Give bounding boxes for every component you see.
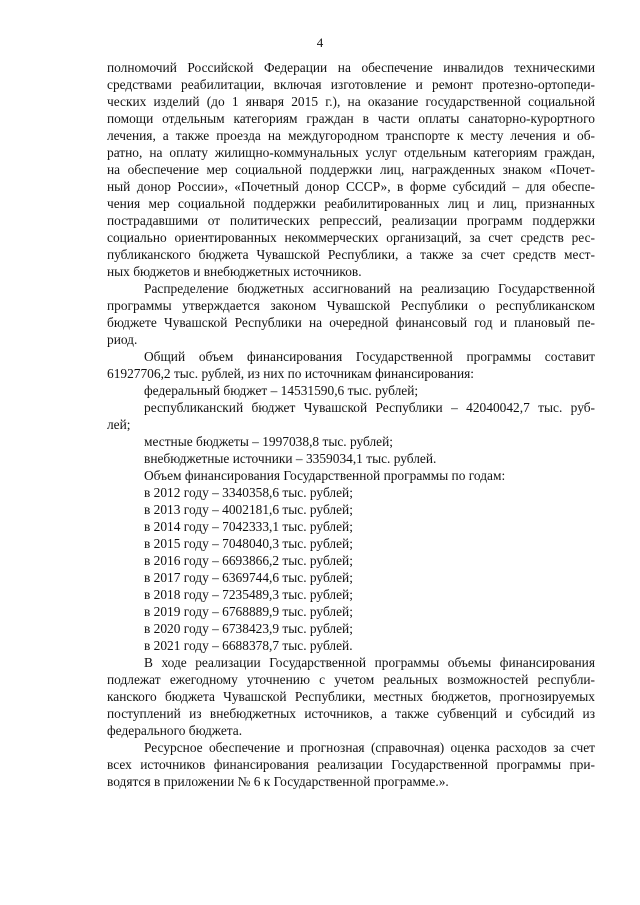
text-line: публиканского бюджета Чувашской Республики, а также за счет средств мест-	[107, 247, 595, 262]
text-line: В ходе реализации Государственной программы объемы финансирования	[144, 655, 595, 670]
text-line: ческих изделий (до 1 января 2015 г.), на оказание государственной социальной	[107, 94, 595, 109]
funding-year-item: в 2019 году – 6768889,9 тыс. рублей;	[144, 604, 353, 619]
paragraph-total-volume	[107, 348, 595, 484]
text-line: внебюджетные источники – 3359034,1 тыс. рублей.	[144, 451, 437, 466]
text-line: риод.	[107, 332, 138, 347]
text-line: Ресурсное обеспечение и прогнозная (справочная) оценка расходов за счет	[144, 740, 595, 755]
text-line: федеральный бюджет – 14531590,6 тыс. рублей;	[144, 383, 419, 398]
page-number: 4	[316, 35, 324, 50]
text-line: лей;	[107, 417, 131, 432]
text-line: канского бюджета Чувашской Республики, местных бюджетов, прогнозируемых	[107, 689, 595, 704]
text-line: помощи отдельным категориям граждан в части оплаты санаторно-курортного	[107, 111, 595, 126]
text-line: подлежат ежегодному уточнению с учетом реальных возможностей республи-	[107, 672, 595, 687]
yearly-funding-list	[107, 484, 595, 654]
funding-year-item: в 2013 году – 4002181,6 тыс. рублей;	[144, 502, 353, 517]
text-line: полномочий Российской Федерации на обеспечение инвалидов техническими	[107, 60, 595, 75]
text-line: социально ориентированных некоммерческих организаций, за счет средств рес-	[107, 230, 595, 245]
text-line: средствами реабилитации, включая изготовление и ремонт протезно-ортопеди-	[107, 77, 595, 92]
text-line: Объем финансирования Государственной программы по годам:	[144, 468, 506, 483]
text-line: ных бюджетов и внебюджетных источников.	[107, 264, 362, 279]
paragraph-annual-adjustment	[107, 654, 595, 739]
paragraph-resource-provision	[107, 739, 595, 790]
text-line: чения мер социальной поддержки реабилитированных лиц и лиц, признанных	[107, 196, 595, 211]
text-line: Общий объем финансирования Государственной программы составит	[144, 349, 595, 364]
text-line: ный донор России», «Почетный донор СССР», в форме субсидий – для обеспе-	[107, 179, 595, 194]
text-line: 61927706,2 тыс. рублей, из них по источникам финансирования:	[107, 366, 475, 381]
funding-year-item: в 2015 году – 7048040,3 тыс. рублей;	[144, 536, 353, 551]
text-line: на обеспечение мер социальной поддержки лиц, награжденных знаком «Почет-	[107, 162, 595, 177]
text-line: водятся в приложении № 6 к Государственной программе.».	[107, 774, 449, 789]
text-line: лечения, а также проезда на междугородном транспорте к месту лечения и об-	[107, 128, 595, 143]
funding-year-item: в 2021 году – 6688378,7 тыс. рублей.	[144, 638, 353, 653]
paragraph-intro	[107, 59, 595, 280]
text-line: республиканский бюджет Чувашской Республики – 42040042,7 тыс. руб-	[144, 400, 595, 415]
text-line: поступлений из внебюджетных источников, а также субвенций и субсидий из	[107, 706, 595, 721]
funding-year-item: в 2012 году – 3340358,6 тыс. рублей;	[144, 485, 353, 500]
text-line: ратно, на оплату жилищно-коммунальных услуг отдельным категориям граждан,	[107, 145, 595, 160]
text-line: федерального бюджета.	[107, 723, 243, 738]
text-line: бюджете Чувашской Республики на очередной финансовый год и плановый пе-	[107, 315, 595, 330]
funding-year-item: в 2014 году – 7042333,1 тыс. рублей;	[144, 519, 353, 534]
funding-year-item: в 2017 году – 6369744,6 тыс. рублей;	[144, 570, 353, 585]
funding-year-item: в 2020 году – 6738423,9 тыс. рублей;	[144, 621, 353, 636]
funding-year-item: в 2018 году – 7235489,3 тыс. рублей;	[144, 587, 353, 602]
text-line: всех источников финансирования реализации Государственной программы при-	[107, 757, 595, 772]
body-text	[107, 59, 595, 790]
funding-year-item: в 2016 году – 6693866,2 тыс. рублей;	[144, 553, 353, 568]
paragraph-distribution	[107, 280, 595, 348]
text-line: программы утверждается законом Чувашской Республики о республиканском	[107, 298, 595, 313]
text-line: пострадавшими от политических репрессий, реализации программ поддержки	[107, 213, 595, 228]
text-line: Распределение бюджетных ассигнований на реализацию Государственной	[144, 281, 595, 296]
text-line: местные бюджеты – 1997038,8 тыс. рублей;	[144, 434, 393, 449]
